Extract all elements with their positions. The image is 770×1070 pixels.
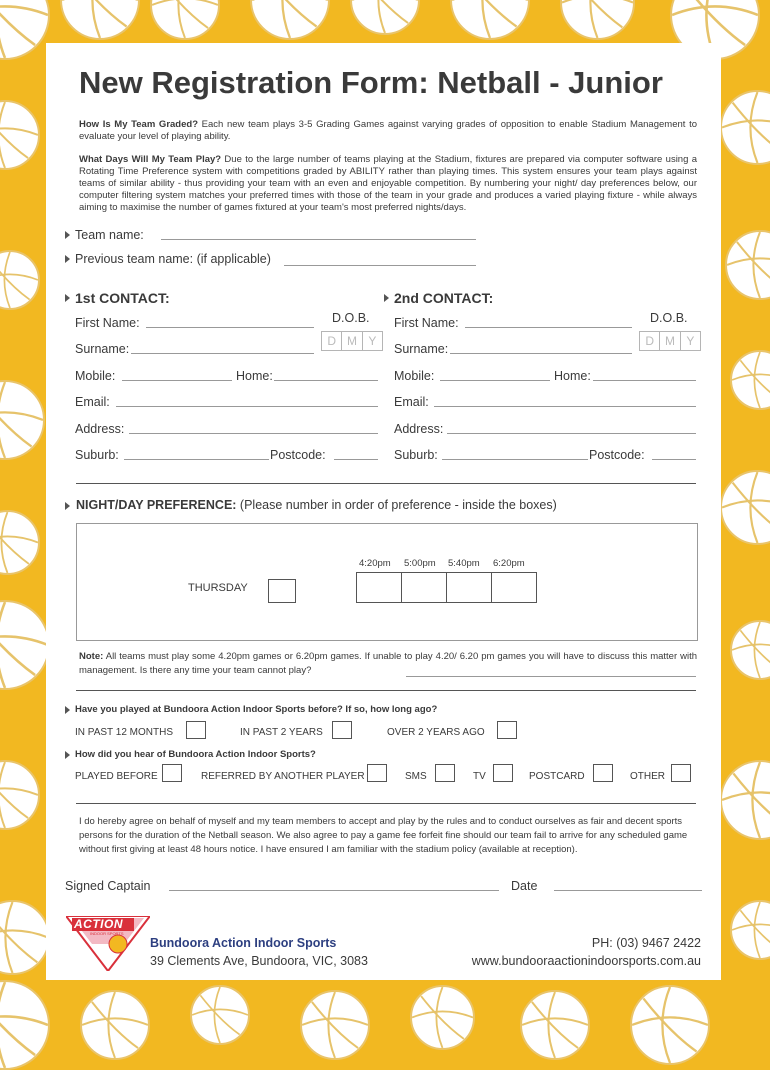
played-before-checkbox[interactable] <box>162 764 182 782</box>
contact2-dob-label: D.O.B. <box>650 311 688 325</box>
contact2-dob-field[interactable] <box>639 331 701 351</box>
contact1-dob-field[interactable] <box>321 331 383 351</box>
month-cell[interactable]: M <box>342 332 362 350</box>
contact1-suburb-field[interactable] <box>124 459 269 460</box>
pref-6-20-box[interactable] <box>491 572 537 603</box>
contact1-first-name-label: First Name: <box>75 316 140 330</box>
other-checkbox[interactable] <box>671 764 691 782</box>
sms-checkbox[interactable] <box>435 764 455 782</box>
contact1-surname-field[interactable] <box>131 353 314 354</box>
pref-5-40-box[interactable] <box>446 572 492 603</box>
over-2-years-checkbox[interactable] <box>497 721 517 739</box>
contact1-address-field[interactable] <box>129 433 378 434</box>
netball-icon <box>350 0 420 35</box>
note-text: All teams must play some 4.20pm games or 6.20pm games. If unable to play 4.20/ 6.20 pm games you will have to discuss this matter with management. Is there any time your team cannot play? <box>79 651 697 676</box>
contact2-suburb-field[interactable] <box>442 459 588 460</box>
netball-icon <box>630 985 710 1065</box>
contact2-address-label: Address: <box>394 422 444 436</box>
past-12-months-checkbox[interactable] <box>186 721 206 739</box>
contact1-postcode-field[interactable] <box>334 459 378 460</box>
date-field[interactable] <box>554 890 702 891</box>
page-title: New Registration Form: Netball - Junior <box>79 65 663 100</box>
bullet-icon <box>65 502 70 510</box>
pref-5-00-box[interactable] <box>401 572 447 603</box>
contact1-mobile-label: Mobile: <box>75 369 116 383</box>
contact2-mobile-label: Mobile: <box>394 369 435 383</box>
past-2-years-checkbox[interactable] <box>332 721 352 739</box>
registration-form-sheet <box>46 43 721 980</box>
bullet-icon <box>384 294 389 302</box>
netball-icon <box>0 900 50 975</box>
netball-icon <box>150 0 220 40</box>
divider <box>76 690 696 691</box>
contact2-surname-field[interactable] <box>450 353 632 354</box>
date-label: Date <box>511 879 538 893</box>
time-5-00-label: 5:00pm <box>404 558 436 569</box>
netball-icon <box>410 985 475 1050</box>
bullet-icon <box>65 255 70 263</box>
bullet-icon <box>65 751 70 759</box>
contact1-mobile-field[interactable] <box>122 380 232 381</box>
time-5-40-label: 5:40pm <box>448 558 480 569</box>
contact2-mobile-field[interactable] <box>440 380 550 381</box>
netball-icon <box>560 0 635 40</box>
netball-icon <box>0 600 50 690</box>
action-logo <box>66 916 150 971</box>
contact1-heading: 1st CONTACT: <box>75 290 170 306</box>
thursday-label: THURSDAY <box>188 582 248 594</box>
bullet-icon <box>65 294 70 302</box>
played-before-question: Have you played at Bundoora Action Indoor Sports before? If so, how long ago? <box>75 704 438 715</box>
previous-team-field[interactable] <box>284 265 476 266</box>
contact1-dob-label: D.O.B. <box>332 311 370 325</box>
netball-icon <box>520 990 590 1060</box>
preference-heading <box>76 498 557 512</box>
contact1-suburb-label: Suburb: <box>75 448 119 462</box>
contact1-surname-label: Surname: <box>75 342 130 356</box>
referred-label: REFERRED BY ANOTHER PLAYER <box>201 771 365 782</box>
contact1-home-field[interactable] <box>274 380 378 381</box>
note-label: Note: <box>79 651 104 662</box>
grading-paragraph <box>79 119 697 143</box>
contact2-heading: 2nd CONTACT: <box>394 290 494 306</box>
preference-panel <box>76 523 698 641</box>
logo-wordmark: ACTION <box>74 917 123 931</box>
heard-about-question: How did you hear of Bundoora Action Indoor Sports? <box>75 749 316 760</box>
pref-4-20-box[interactable] <box>356 572 402 603</box>
past-12-months-label: IN PAST 12 MONTHS <box>75 727 173 738</box>
signed-captain-label: Signed Captain <box>65 879 151 893</box>
bullet-icon <box>65 231 70 239</box>
netball-icon <box>0 0 50 60</box>
time-4-20-label: 4:20pm <box>359 558 391 569</box>
sms-label: SMS <box>405 771 427 782</box>
over-2-years-label: OVER 2 YEARS AGO <box>387 727 485 738</box>
tv-checkbox[interactable] <box>493 764 513 782</box>
bullet-icon <box>65 706 70 714</box>
contact2-postcode-label: Postcode: <box>589 448 645 462</box>
footer-phone: PH: (03) 9467 2422 <box>591 936 701 950</box>
netball-icon <box>80 990 150 1060</box>
netball-icon <box>730 350 770 410</box>
footer-address: 39 Clements Ave, Bundoora, VIC, 3083 <box>150 954 368 968</box>
cannot-play-field[interactable] <box>406 676 696 677</box>
team-name-field[interactable] <box>161 239 476 240</box>
netball-icon <box>720 90 770 165</box>
tv-label: TV <box>473 771 486 782</box>
contact1-postcode-label: Postcode: <box>270 448 326 462</box>
contact1-home-label: Home: <box>236 369 273 383</box>
time-6-20-label: 6:20pm <box>493 558 525 569</box>
netball-icon <box>0 980 50 1070</box>
netball-icon <box>250 0 330 40</box>
divider <box>76 803 696 804</box>
netball-icon <box>190 985 250 1045</box>
agreement-text: I do hereby agree on behalf of myself and my team members to accept and play by the rules and to conduct ourselves as fair and decent sports persons for the duration of the Netball season. We also agree to pay a game fee forfeit fine should our team fail to arrive for any scheduled game without first giving at least 48 hours notice. I have ensured I am familiar with the stadium policy (available at reception). <box>79 816 688 855</box>
grading-question: How Is My Team Graded? <box>79 119 198 130</box>
netball-icon <box>0 760 40 830</box>
contact2-email-field[interactable] <box>434 406 696 407</box>
netball-icon <box>0 250 40 310</box>
contact2-suburb-label: Suburb: <box>394 448 438 462</box>
played-before-option-label: PLAYED BEFORE <box>75 771 158 782</box>
contact1-address-label: Address: <box>75 422 125 436</box>
play-days-question: What Days Will My Team Play? <box>79 154 222 165</box>
netball-icon <box>60 0 140 40</box>
play-days-text: Due to the large number of teams playing at the Stadium, fixtures are prepared via computer software using a Rotating Time Preference system with competitions graded by ABILITY rather than playing times. This system ensures your team plays against teams of similar ability - thus providing your team with an even and enjoyable competition. By numbering your night/ day preferences below, our computer filtering system matches your preferred times with those of the team in your grade and produces a varied playing fixture - while always aiming to maximise the number of games fixtured at your team's most preferred nights/days. <box>79 154 697 213</box>
contact1-first-name-field[interactable] <box>146 327 314 328</box>
postcard-checkbox[interactable] <box>593 764 613 782</box>
netball-icon <box>720 760 770 840</box>
year-cell[interactable]: Y <box>686 334 695 348</box>
thursday-day-box[interactable] <box>268 579 296 603</box>
year-cell[interactable]: Y <box>368 334 377 348</box>
preference-note <box>79 650 697 678</box>
logo-subtext: INDOOR SPORTS <box>90 931 124 936</box>
contact2-first-name-field[interactable] <box>465 327 632 328</box>
contact2-home-field[interactable] <box>593 380 696 381</box>
day-cell[interactable]: D <box>640 332 660 350</box>
contact2-address-field[interactable] <box>447 433 696 434</box>
netball-icon <box>720 470 770 545</box>
referred-checkbox[interactable] <box>367 764 387 782</box>
team-name-label: Team name: <box>75 228 144 242</box>
postcard-label: POSTCARD <box>529 771 585 782</box>
netball-icon <box>730 900 770 960</box>
other-label: OTHER <box>630 771 665 782</box>
grading-text: Each new team plays 3-5 Grading Games against varying grades of opposition to enable Stadium Management to evaluate your level of playing ability. <box>79 119 697 142</box>
netball-icon <box>300 990 370 1060</box>
contact2-home-label: Home: <box>554 369 591 383</box>
contact2-email-label: Email: <box>394 395 429 409</box>
contact1-email-field[interactable] <box>116 406 378 407</box>
month-cell[interactable]: M <box>660 332 680 350</box>
netball-icon <box>450 0 530 40</box>
netball-icon <box>730 620 770 680</box>
footer-website[interactable]: www.bundooraactionindoorsports.com.au <box>471 954 701 968</box>
preference-title: NIGHT/DAY PREFERENCE: <box>76 498 237 512</box>
play-days-paragraph <box>79 154 697 214</box>
netball-icon <box>0 380 45 460</box>
netball-icon <box>0 100 40 170</box>
contact2-first-name-label: First Name: <box>394 316 459 330</box>
netball-icon <box>725 230 770 300</box>
preference-instructions: (Please number in order of preference - inside the boxes) <box>236 498 557 512</box>
contact2-postcode-field[interactable] <box>652 459 696 460</box>
signature-field[interactable] <box>169 890 499 891</box>
netball-icon <box>0 510 40 575</box>
day-cell[interactable]: D <box>322 332 342 350</box>
contact2-surname-label: Surname: <box>394 342 449 356</box>
footer-company-name: Bundoora Action Indoor Sports <box>150 936 337 950</box>
previous-team-label: Previous team name: (if applicable) <box>75 252 271 266</box>
past-2-years-label: IN PAST 2 YEARS <box>240 727 323 738</box>
divider <box>76 483 696 484</box>
contact1-email-label: Email: <box>75 395 110 409</box>
